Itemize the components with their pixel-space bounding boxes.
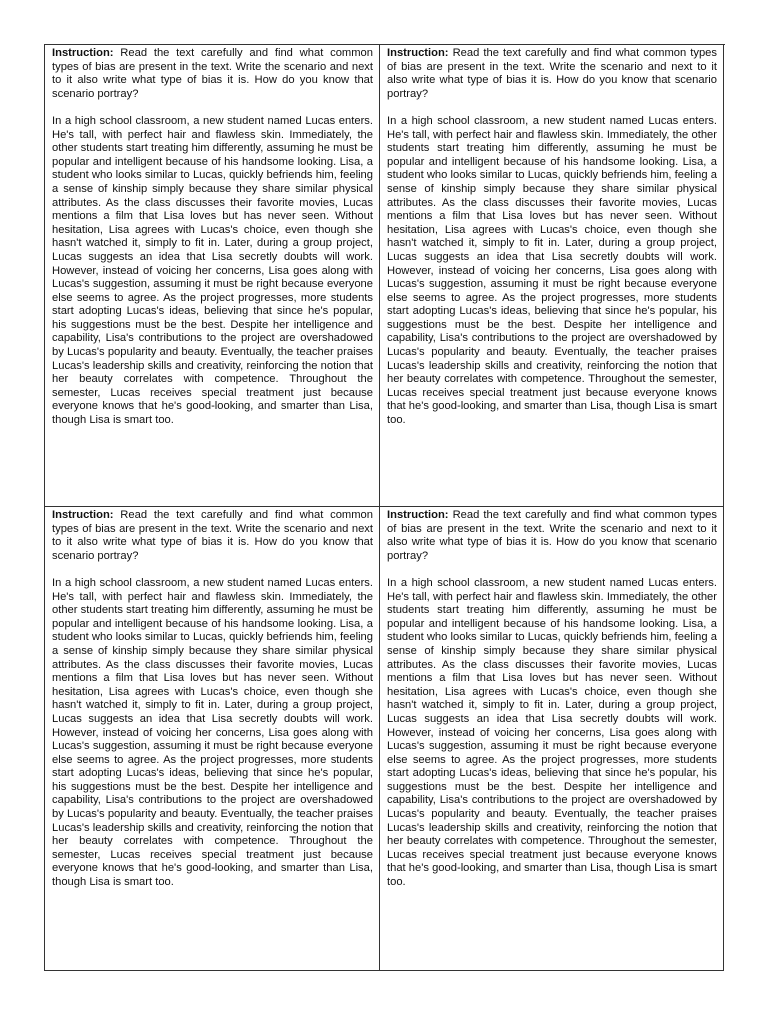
instruction-paragraph [52,47,373,101]
instruction-label: Instruction: [52,509,114,521]
worksheet-cell-bottom-left [45,507,380,971]
story-paragraph: In a high school classroom, a new student named Lucas enters. He's tall, with perfect hair and flawless skin. Immediately, the other students start treating him differently, assuming he must be popular and intelligent because of his handsome looking. Lisa, a student who looks similar to Lucas, quickly befriends him, feeling a sense of kinship simply because they share similar physical attributes. As the class discusses their favorite movies, Lucas mentions a film that Lisa loves but has never seen. Without hesitation, Lisa agrees with Lucas's choice, even though she hasn't watched it, simply to fit in. Later, during a group project, Lucas suggests an idea that Lisa secretly doubts will work. However, instead of voicing her concerns, Lisa goes along with Lucas's suggestion, assuming it must be right because everyone else seems to agree. As the project progresses, more students start adopting Lucas's ideas, believing that since he's popular, his suggestions must be the best. Despite her intelligence and capability, Lisa's contributions to the project are overshadowed by Lucas's popularity and beauty. Eventually, the teacher praises Lucas's leadership skills and creativity, reinforcing the notion that her beauty correlates with competence. Throughout the semester, Lucas receives special treatment just because everyone knows that he's good-looking, and smarter than Lisa, though Lisa is smart too. [387,114,717,427]
instruction-text: Read the text carefully and find what common types of bias are present in the text. Write the scenario and next to it also write what type of bias it is. How do you know that scenario portray? [52,509,373,562]
instruction-text: Read the text carefully and find what common types of bias are present in the text. Write the scenario and next to it also write what type of bias it is. How do you know that scenario portray? [387,47,717,100]
instruction-label: Instruction: [387,47,449,59]
instruction-paragraph [387,47,717,101]
instruction-text: Read the text carefully and find what common types of bias are present in the text. Write the scenario and next to it also write what type of bias it is. How do you know that scenario portray? [387,509,717,562]
story-paragraph: In a high school classroom, a new student named Lucas enters. He's tall, with perfect hair and flawless skin. Immediately, the other students start treating him differently, assuming he must be popular and intelligent because of his handsome looking. Lisa, a student who looks similar to Lucas, quickly befriends him, feeling a sense of kinship simply because they share similar physical attributes. As the class discusses their favorite movies, Lucas mentions a film that Lisa loves but has never seen. Without hesitation, Lisa agrees with Lucas's choice, even though she hasn't watched it, simply to fit in. Later, during a group project, Lucas suggests an idea that Lisa secretly doubts will work. However, instead of voicing her concerns, Lisa goes along with Lucas's suggestion, assuming it must be right because everyone else seems to agree. As the project progresses, more students start adopting Lucas's ideas, believing that since he's popular, his suggestions must be the best. Despite her intelligence and capability, Lisa's contributions to the project are overshadowed by Lucas's popularity and beauty. Eventually, the teacher praises Lucas's leadership skills and creativity, reinforcing the notion that her beauty correlates with competence. Throughout the semester, Lucas receives special treatment just because everyone knows that he's good-looking, and smarter than Lisa, though Lisa is smart too. [52,114,373,427]
story-paragraph: In a high school classroom, a new student named Lucas enters. He's tall, with perfect hair and flawless skin. Immediately, the other students start treating him differently, assuming he must be popular and intelligent because of his handsome looking. Lisa, a student who looks similar to Lucas, quickly befriends him, feeling a sense of kinship simply because they share similar physical attributes. As the class discusses their favorite movies, Lucas mentions a film that Lisa loves but has never seen. Without hesitation, Lisa agrees with Lucas's choice, even though she hasn't watched it, simply to fit in. Later, during a group project, Lucas suggests an idea that Lisa secretly doubts will work. However, instead of voicing her concerns, Lisa goes along with Lucas's suggestion, assuming it must be right because everyone else seems to agree. As the project progresses, more students start adopting Lucas's ideas, believing that since he's popular, his suggestions must be the best. Despite her intelligence and capability, Lisa's contributions to the project are overshadowed by Lucas's popularity and beauty. Eventually, the teacher praises Lucas's leadership skills and creativity, reinforcing the notion that her beauty correlates with competence. Throughout the semester, Lucas receives special treatment just because everyone knows that he's good-looking, and smarter than Lisa, though Lisa is smart too. [52,576,373,889]
worksheet-cell-bottom-right [380,507,724,971]
instruction-paragraph [52,509,373,563]
instruction-text: Read the text carefully and find what common types of bias are present in the text. Write the scenario and next to it also write what type of bias it is. How do you know that scenario portray? [52,47,373,100]
story-paragraph: In a high school classroom, a new student named Lucas enters. He's tall, with perfect hair and flawless skin. Immediately, the other students start treating him differently, assuming he must be popular and intelligent because of his handsome looking. Lisa, a student who looks similar to Lucas, quickly befriends him, feeling a sense of kinship simply because they share similar physical attributes. As the class discusses their favorite movies, Lucas mentions a film that Lisa loves but has never seen. Without hesitation, Lisa agrees with Lucas's choice, even though she hasn't watched it, simply to fit in. Later, during a group project, Lucas suggests an idea that Lisa secretly doubts will work. However, instead of voicing her concerns, Lisa goes along with Lucas's suggestion, assuming it must be right because everyone else seems to agree. As the project progresses, more students start adopting Lucas's ideas, believing that since he's popular, his suggestions must be the best. Despite her intelligence and capability, Lisa's contributions to the project are overshadowed by Lucas's popularity and beauty. Eventually, the teacher praises Lucas's leadership skills and creativity, reinforcing the notion that her beauty correlates with competence. Throughout the semester, Lucas receives special treatment just because everyone knows that he's good-looking, and smarter than Lisa, though Lisa is smart too. [387,576,717,889]
instruction-label: Instruction: [387,509,449,521]
worksheet-table [44,44,725,971]
instruction-paragraph [387,509,717,563]
instruction-label: Instruction: [52,47,114,59]
worksheet-cell-top-left [45,45,380,507]
worksheet-cell-top-right [380,45,724,507]
